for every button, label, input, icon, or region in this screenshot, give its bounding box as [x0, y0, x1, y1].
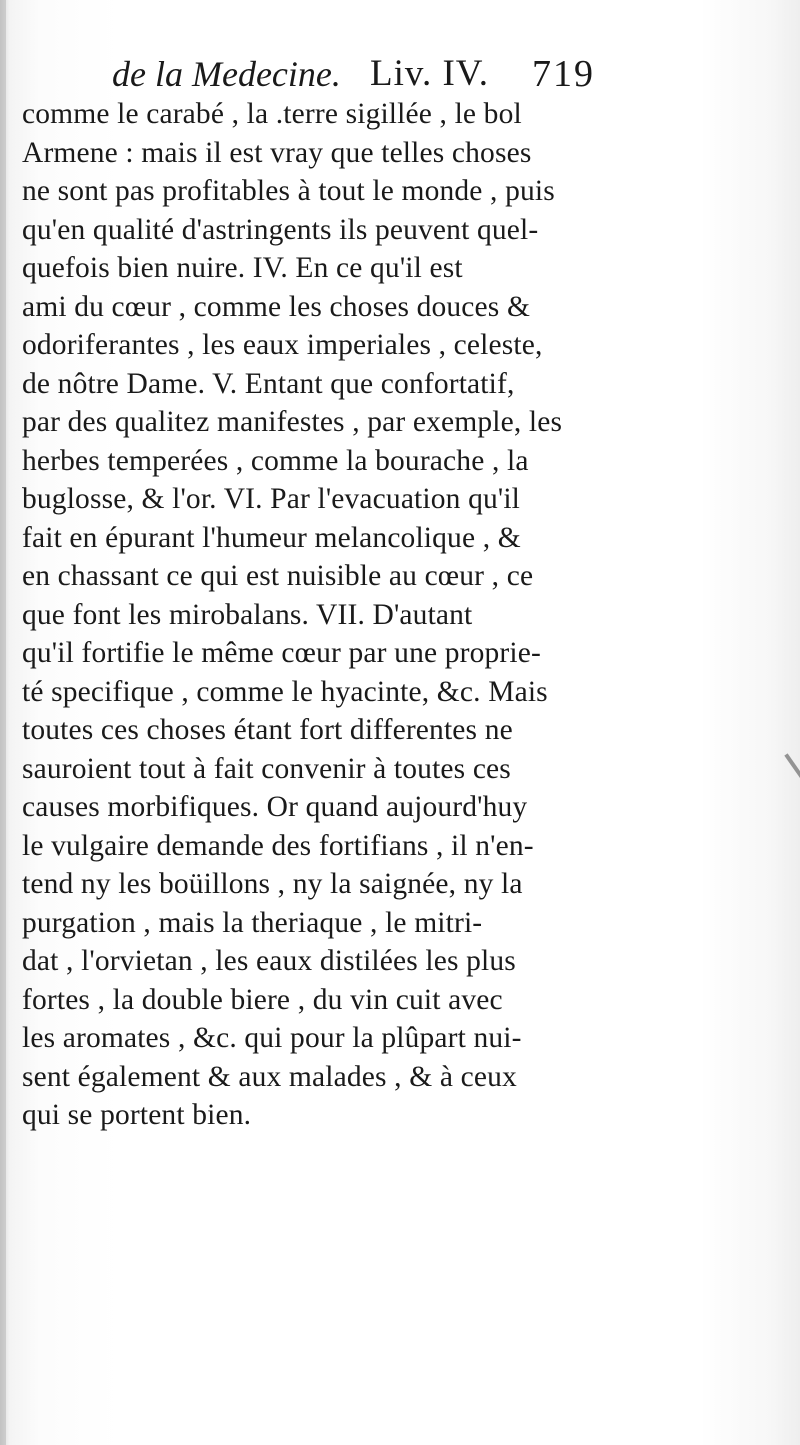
text-line: herbes temperées , comme la bourache , la: [22, 444, 529, 477]
text-line: toutes ces choses étant fort differentes ne: [22, 714, 513, 746]
text-line: purgation , mais la theriaque , le mitri-: [22, 906, 483, 939]
text-line: que font les mirobalans. VII. D'autant: [22, 598, 473, 631]
body-text: [22, 95, 792, 1131]
text-line: ne sont pas profitables à tout le monde , puis: [22, 175, 555, 207]
running-head-book: Liv. IV.: [370, 53, 489, 94]
text-line: ami du cœur , comme les choses douces &: [22, 290, 531, 323]
text-line: sauroient tout à fait convenir à toutes ces: [22, 752, 511, 785]
text-line: par des qualitez manifestes , par exemple, les: [22, 406, 563, 438]
text-line: qu'il fortifie le même cœur par une proprie-: [22, 637, 541, 669]
text-line: tend ny les boüillons , ny la saignée, ny la: [22, 868, 523, 900]
text-line: le vulgaire demande des fortifians , il n'en-: [22, 829, 534, 862]
running-head-title: de la Medecine.: [112, 54, 341, 94]
text-line: fait en épurant l'humeur melancolique , &: [22, 521, 521, 554]
text-line: comme le carabé , la .terre sigillée , le bol: [22, 98, 522, 130]
text-line: fortes , la double biere , du vin cuit avec: [22, 983, 503, 1016]
text-line: qu'en qualité d'astringents ils peuvent quel-: [22, 213, 539, 246]
text-line: qui se portent bien.: [22, 1099, 252, 1131]
text-line: les aromates , &c. qui pour la plûpart nui-: [22, 1022, 522, 1054]
text-line: dat , l'orvietan , les eaux distilées les plus: [22, 945, 516, 977]
text-line: odoriferantes , les eaux imperiales , celeste,: [22, 329, 543, 361]
text-line: en chassant ce qui est nuisible au cœur , ce: [22, 560, 534, 592]
text-line: sent également & aux malades , & à ceux: [22, 1060, 517, 1093]
text-line: té specifique , comme le hyacinte, &c. Mais: [22, 675, 548, 708]
text-line: causes morbifiques. Or quand aujourd'huy: [22, 791, 528, 823]
page-number: 719: [532, 53, 595, 95]
running-head: [112, 46, 632, 102]
text-line: buglosse, & l'or. VI. Par l'evacuation qu'il: [22, 483, 521, 515]
text-line: de nôtre Dame. V. Entant que confortatif,: [22, 367, 515, 400]
text-line: Armene : mais il est vray que telles choses: [22, 136, 532, 169]
text-line: quefois bien nuire. IV. En ce qu'il est: [22, 252, 463, 284]
page-gutter-shadow: [0, 0, 6, 1445]
